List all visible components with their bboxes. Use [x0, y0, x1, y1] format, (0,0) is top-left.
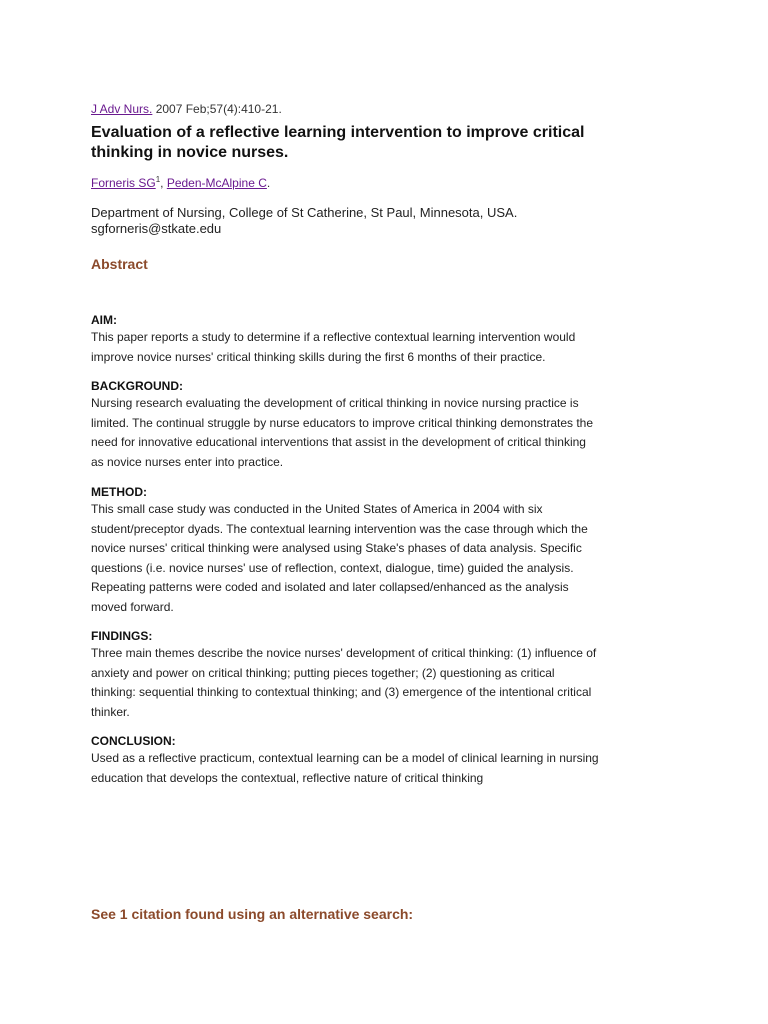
- body-line: Used as a reflective practicum, contextual learning can be a model of clinical learning in nursing: [91, 751, 599, 765]
- section-method: [91, 484, 691, 617]
- section-body: [91, 500, 691, 617]
- alternative-search-heading: See 1 citation found using an alternative search:: [91, 906, 414, 922]
- author-separator: ,: [160, 176, 167, 190]
- section-background: [91, 378, 691, 472]
- body-line: Three main themes describe the novice nurses' development of critical thinking: (1) influence of: [91, 646, 597, 660]
- section-body: [91, 394, 691, 472]
- author-link[interactable]: Forneris SG: [91, 176, 156, 190]
- body-line: improve novice nurses' critical thinking skills during the first 6 months of their practice.: [91, 349, 546, 364]
- affiliation-marker: 1: [155, 175, 161, 184]
- author-link[interactable]: Peden-McAlpine C: [166, 176, 267, 190]
- citation-details: 2007 Feb;57(4):410-21.: [152, 102, 282, 116]
- body-line: This paper reports a study to determine if a reflective contextual learning intervention would: [91, 330, 576, 344]
- body-line: Nursing research evaluating the development of critical thinking in novice nursing practice is: [91, 396, 579, 410]
- affiliation-email: sgforneris@stkate.edu: [91, 221, 222, 236]
- body-line: Repeating patterns were coded and isolated and later collapsed/enhanced as the analysis: [91, 580, 569, 594]
- section-aim: [91, 312, 691, 367]
- body-line: need for innovative educational interventions that assist in the development of critical thinking: [91, 435, 586, 449]
- section-label: FINDINGS:: [91, 629, 153, 643]
- section-body: [91, 328, 691, 367]
- body-line: education that develops the contextual, reflective nature of critical thinking: [91, 770, 484, 785]
- body-line: student/preceptor dyads. The contextual learning intervention was the case through which the: [91, 521, 588, 536]
- author-list: [91, 172, 270, 191]
- section-label: CONCLUSION:: [91, 734, 176, 748]
- journal-link[interactable]: J Adv Nurs.: [91, 102, 153, 116]
- body-line: novice nurses' critical thinking were analysed using Stake's phases of data analysis. Specific: [91, 541, 582, 555]
- section-conclusion: [91, 733, 691, 788]
- body-line: thinker.: [91, 704, 130, 719]
- affiliation: [91, 205, 517, 237]
- section-findings: [91, 628, 691, 722]
- body-line: as novice nurses enter into practice.: [91, 454, 284, 469]
- section-body: [91, 749, 691, 788]
- abstract-heading: Abstract: [91, 256, 148, 272]
- article-title: [91, 123, 651, 163]
- author-list-end: .: [266, 176, 271, 190]
- affiliation-department: Department of Nursing, College of St Catherine, St Paul, Minnesota, USA.: [91, 205, 518, 220]
- section-label: AIM:: [91, 313, 117, 327]
- title-line: Evaluation of a reflective learning intervention to improve critical: [91, 124, 585, 141]
- body-line: moved forward.: [91, 599, 174, 614]
- body-line: limited. The continual struggle by nurse educators to improve critical thinking demonstrates the: [91, 415, 594, 430]
- body-line: This small case study was conducted in the United States of America in 2004 with six: [91, 502, 543, 516]
- body-line: anxiety and power on critical thinking; putting pieces together; (2) questioning as critical: [91, 665, 555, 680]
- title-line: thinking in novice nurses.: [91, 144, 289, 161]
- section-body: [91, 644, 691, 722]
- citation-line: [91, 101, 282, 117]
- body-line: questions (i.e. novice nurses' use of reflection, context, dialogue, time) guided the analysis.: [91, 560, 574, 575]
- section-label: BACKGROUND:: [91, 379, 183, 393]
- body-line: thinking: sequential thinking to contextual thinking; and (3) emergence of the intentional critical: [91, 685, 592, 699]
- section-label: METHOD:: [91, 485, 147, 499]
